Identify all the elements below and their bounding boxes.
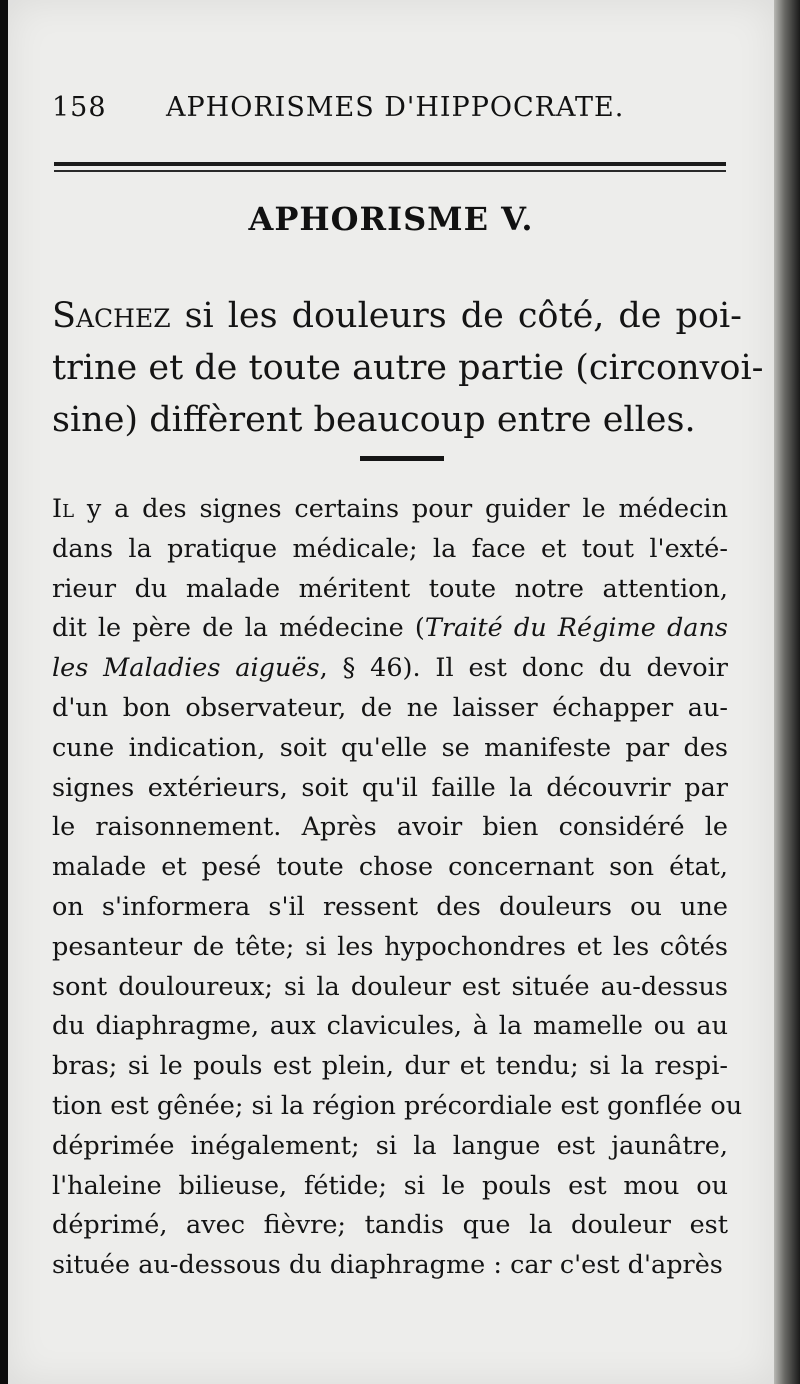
commentary-text-run: située au-dessous du diaphragme : car c'est d'après	[52, 1250, 723, 1281]
commentary-text-run: Il	[52, 494, 75, 524]
commentary-line	[52, 1246, 728, 1286]
commentary-text-run: dit le père de la médecine (	[52, 613, 425, 644]
page-header	[52, 92, 732, 132]
commentary-line	[52, 570, 728, 610]
commentary-text-run: on s'informera s'il ressent des douleurs ou une	[52, 891, 728, 922]
citation-title: Traité du Régime dans	[424, 613, 728, 644]
commentary-line	[52, 1007, 728, 1047]
header-rule-thick	[54, 162, 726, 166]
book-page	[8, 0, 774, 1384]
commentary-text-run: déprimé, avec fièvre; tandis que la douleur est	[52, 1210, 728, 1241]
commentary-line	[52, 1127, 728, 1167]
commentary-text-run: bras; si le pouls est plein, dur et tendu; si la respi-	[52, 1051, 728, 1082]
commentary-text-run: tion est gênée; si la région précordiale est gonflée ou	[52, 1090, 743, 1121]
commentary-text-run: y a des signes certains pour guider le médecin	[74, 494, 728, 524]
section-separator	[360, 456, 444, 461]
commentary-line	[52, 928, 728, 968]
aphorism-line	[52, 394, 742, 446]
citation-title: les Maladies aiguës	[52, 653, 320, 684]
aphorism-line-text: sine) diffèrent beaucoup entre elles.	[52, 400, 696, 440]
commentary-line	[52, 729, 728, 769]
commentary-line	[52, 968, 728, 1008]
commentary-line	[52, 1087, 743, 1127]
commentary-text-run: cune indication, soit qu'elle se manifeste par des	[52, 732, 728, 763]
header-rule-thin	[54, 170, 726, 172]
aphorism-line-text: si les douleurs de côté, de poi-	[170, 296, 742, 336]
commentary-text-run: sont douloureux; si la douleur est située au-dessus	[52, 971, 728, 1002]
commentary-line	[52, 1167, 728, 1207]
running-head: APHORISMES D'HIPPOCRATE.	[166, 92, 625, 123]
page-number: 158	[52, 92, 107, 123]
commentary-text-run: pesanteur de tête; si les hypochondres et les côtés	[52, 931, 728, 962]
commentary-line	[52, 848, 728, 888]
commentary-text-run: le raisonnement. Après avoir bien considéré le	[52, 812, 728, 843]
commentary-line	[52, 888, 728, 928]
commentary-line	[52, 1206, 728, 1246]
commentary-line	[52, 1047, 728, 1087]
commentary-text-run: du diaphragme, aux clavicules, à la mamelle ou au	[52, 1011, 728, 1042]
aphorism-line-text: trine et de toute autre partie (circonvoi-	[52, 348, 764, 388]
commentary-line	[52, 649, 728, 689]
commentary-text-run: malade et pesé toute chose concernant son état,	[52, 852, 728, 883]
commentary-line	[52, 769, 728, 809]
aphorism-line	[52, 290, 742, 342]
commentary-text-run: rieur du malade méritent toute notre attention,	[52, 573, 728, 604]
commentary-text-run: d'un bon observateur, de ne laisser échapper au-	[52, 692, 728, 723]
commentary-line	[52, 530, 728, 570]
commentary-line	[52, 609, 728, 649]
commentary-text-run: l'haleine bilieuse, fétide; si le pouls est mou ou	[52, 1170, 728, 1201]
page-edge	[774, 0, 800, 1384]
commentary-text-run: dans la pratique médicale; la face et tout l'exté-	[52, 533, 728, 564]
commentary-line	[52, 808, 728, 848]
commentary-line	[52, 689, 728, 729]
aphorism-initial-word: Sachez	[52, 296, 171, 336]
commentary-text-run: signes extérieurs, soit qu'il faille la découvrir par	[52, 772, 728, 803]
commentary-text	[52, 490, 743, 1286]
commentary-line	[52, 490, 728, 530]
commentary-text-run: , § 46). Il est donc du devoir	[319, 653, 728, 684]
commentary-text-run: déprimée inégalement; si la langue est jaunâtre,	[52, 1130, 728, 1161]
aphorism-line	[52, 342, 764, 394]
aphorism-title: APHORISME V.	[248, 200, 534, 238]
aphorism-text	[52, 290, 764, 446]
